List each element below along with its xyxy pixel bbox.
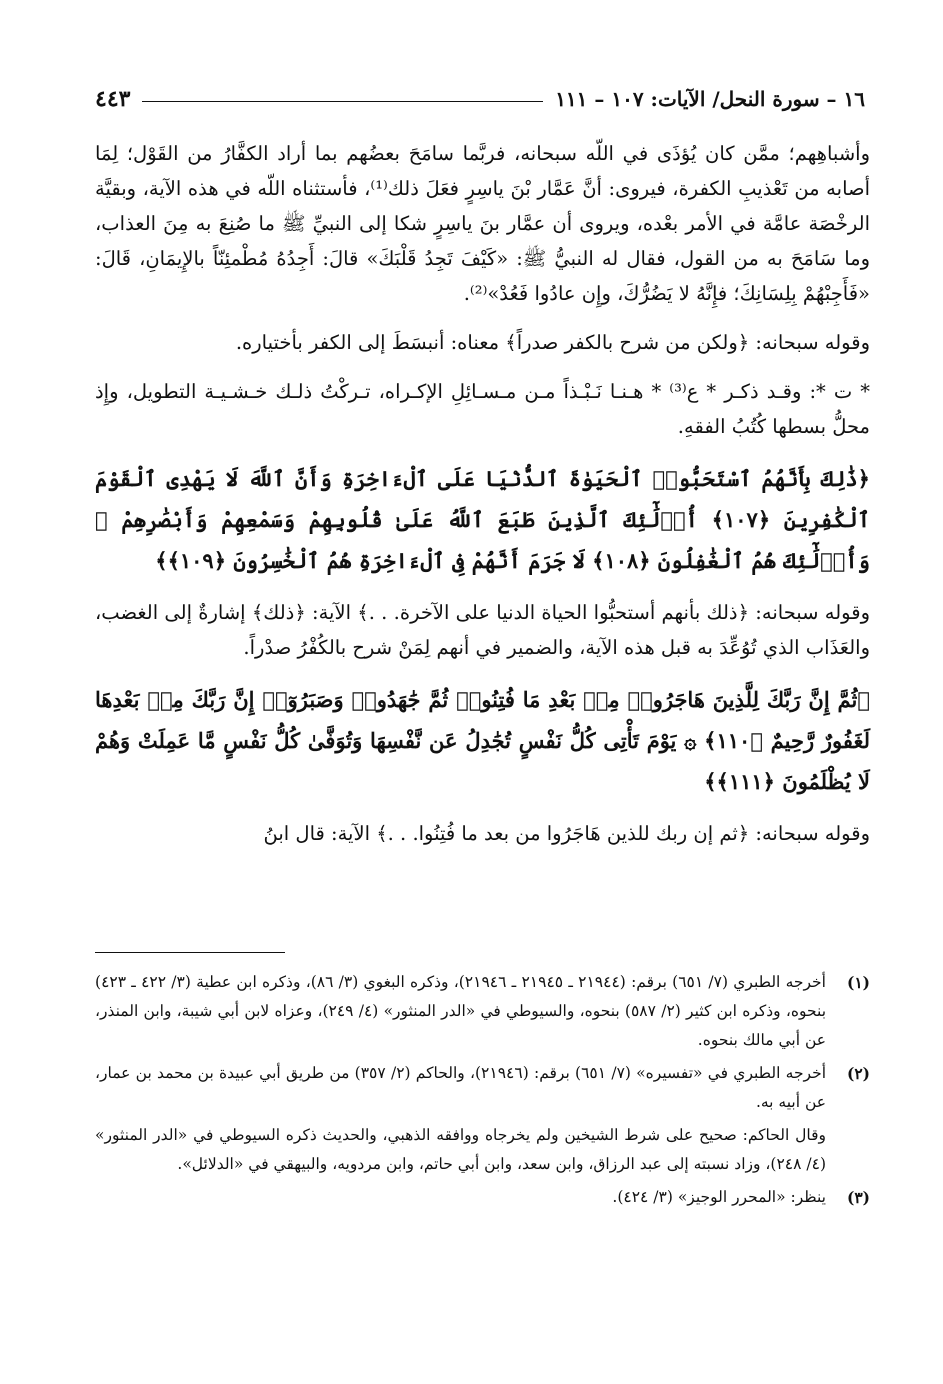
- footnote-2: [95, 1059, 870, 1117]
- page-number: ٤٤٣: [95, 86, 131, 112]
- footnote-text: أخرجه الطبري في «تفسيره» (٧/ ٦٥١) برقم: (٢١٩٤٦)، والحاكم (٢/ ٣٥٧) من طريق أبي عبيدة بن محمد بن عمار، عن أبيه به.: [95, 1064, 826, 1111]
- running-header: [95, 84, 865, 114]
- paragraph-5: وقوله سبحانه: ﴿ثم إن ربك للذين هَاجَرُوا من بعد ما فُتِنُوا. . .﴾ الآية: قال ابنُ: [263, 822, 870, 845]
- paragraph-4: وقوله سبحانه: ﴿ذلك بأنهم أستحبُّوا الحياة الدنيا على الآخرة. . .﴾ الآية: ﴿ذلك﴾ إشارةٌ إلى الغضب، والعَذَاب الذي تُوُعِّدَ به قبل هذه الآية، والضمير في أنهم لِمَنْ شرح بالكُفْرُ صدْراً.: [95, 601, 870, 659]
- footnotes: [95, 968, 870, 1216]
- quran-verses-107-109: ﴿ذَٰلِكَ بِأَنَّهُمُ ٱسْتَحَبُّوا۟ ٱلْحَيَوٰةَ ٱلدُّنْيَا عَلَى ٱلْءَاخِرَةِ وَأَنَّ ٱللَّهَ لَا يَهْدِى ٱلْقَوْمَ ٱلْكَٰفِرِينَ ﴿١٠٧﴾ أُو۟لَٰٓئِكَ ٱلَّذِينَ طَبَعَ ٱللَّهُ عَلَىٰ قُلُوبِهِمْ وَسَمْعِهِمْ وَأَبْصَٰرِهِمْ ۖ وَأُو۟لَٰٓئِكَ هُمُ ٱلْغَٰفِلُونَ ﴿١٠٨﴾ لَا جَرَمَ أَنَّهُمْ فِى ٱلْءَاخِرَةِ هُمُ ٱلْخَٰسِرُونَ ﴿١٠٩﴾﴾: [95, 466, 870, 573]
- paragraph-2: وقوله سبحانه: ﴿ولكن من شرح بالكفر صدراً﴾ معناه: أنبسَطَ إلى الكفر بأختياره.: [235, 331, 870, 354]
- header-title: ١٦ – سورة النحل/ الآيات: ١٠٧ – ١١١: [555, 87, 865, 111]
- footnote-1: [95, 968, 870, 1055]
- footnote-3: [95, 1183, 870, 1212]
- header-rule: [142, 101, 543, 102]
- paragraph-1: وأشباهِهم؛ ممَّن كان يُؤذَى في اللّه سبحانه، فربَّما سامَحَ بعضُهم بما أراد الكفَّارُ من القَوْل؛ لِمَا أصابه من تَعْذيبِ الكفرة، فيروى: أنَّ عَمَّار بْنَ ياسِرٍ فعَلَ ذلك⁽¹⁾، فأستثناه اللّه في هذه الآية، وبقيَّة الرخْصَة عامَّة في الأمر بعْده، ويروى أن عمَّار بنَ ياسِرٍ شكا إلى النبيِّ ﷺ ما صُنِعَ به مِنَ العذاب، وما سَامَحَ به من القول، فقال له النبيُّ ﷺ: «كَيْفَ تَجِدُ قَلْبَكَ» قالَ: أَجِدُهُ مُطْمئِنّاً بالإِيمَانِ، قَالَ: «فَأَجِبْهُمْ بِلِسَانِكَ؛ فإِنَّهُ لا يَضُرُّكَ، وإِن عادُوا فَعُدْ»⁽²⁾.: [95, 142, 870, 305]
- footnote-number: (٣): [846, 1188, 870, 1207]
- quran-verses-110-111: ﴿ثُمَّ إِنَّ رَبَّكَ لِلَّذِينَ هَاجَرُوا۟ مِنۢ بَعْدِ مَا فُتِنُوا۟ ثُمَّ جَٰهَدُوا۟ وَصَبَرُوٓا۟ إِنَّ رَبَّكَ مِنۢ بَعْدِهَا لَغَفُورٌ رَّحِيمٌ ﴿١١٠﴾ ۞ يَوْمَ تَأْتِى كُلُّ نَفْسٍ تُجَٰدِلُ عَن نَّفْسِهَا وَتُوَفَّىٰ كُلُّ نَفْسٍ مَّا عَمِلَتْ وَهُمْ لَا يُظْلَمُونَ ﴿١١١﴾﴾: [95, 687, 870, 794]
- footnote-text: أخرجه الطبري (٧/ ٦٥١) برقم: (٢١٩٤٤ ـ ٢١٩٤٥ ـ ٢١٩٤٦)، وذكره البغوي (٣/ ٨٦)، وذكره ابن عطية (٣/ ٤٢٢ ـ ٤٢٣) بنحوه، وذكره ابن كثير (٢/ ٥٨٧) بنحوه، والسيوطي في «الدر المنثور» (٤/ ٢٤٩)، وعزاه لابن أبي شيبة، وابن المنذر، عن أبي مالك بنحوه.: [95, 973, 827, 1049]
- footnote-separator: [95, 952, 285, 953]
- footnote-number: (٢): [846, 1064, 870, 1083]
- paragraph-3: * ت *: وقـد ذكـر * ع⁽³⁾ * هـنـا نَـبْـذاً مـن مـسـائِلِ الإكـراه، تـركْتُ ذلـك خـشـيـة التطويل، وإِذ محلُّ بسطها كُتُبُ الفقهِ.: [95, 380, 870, 438]
- main-text: [95, 136, 870, 851]
- footnote-2-continuation: وقال الحاكم: صحيح على شرط الشيخين ولم يخرجاه ووافقه الذهبي، والحديث ذكره السيوطي في «الدر المنثور» (٤/ ٢٤٨)، وزاد نسبته إلى عبد الرزاق، وابن سعد، وابن أبي حاتم، وابن مردويه، والبيهقي في «الدلائل».: [95, 1126, 826, 1173]
- footnote-text: ينظر: «المحرر الوجيز» (٣/ ٤٢٤).: [612, 1188, 826, 1206]
- footnote-number: (١): [846, 973, 870, 992]
